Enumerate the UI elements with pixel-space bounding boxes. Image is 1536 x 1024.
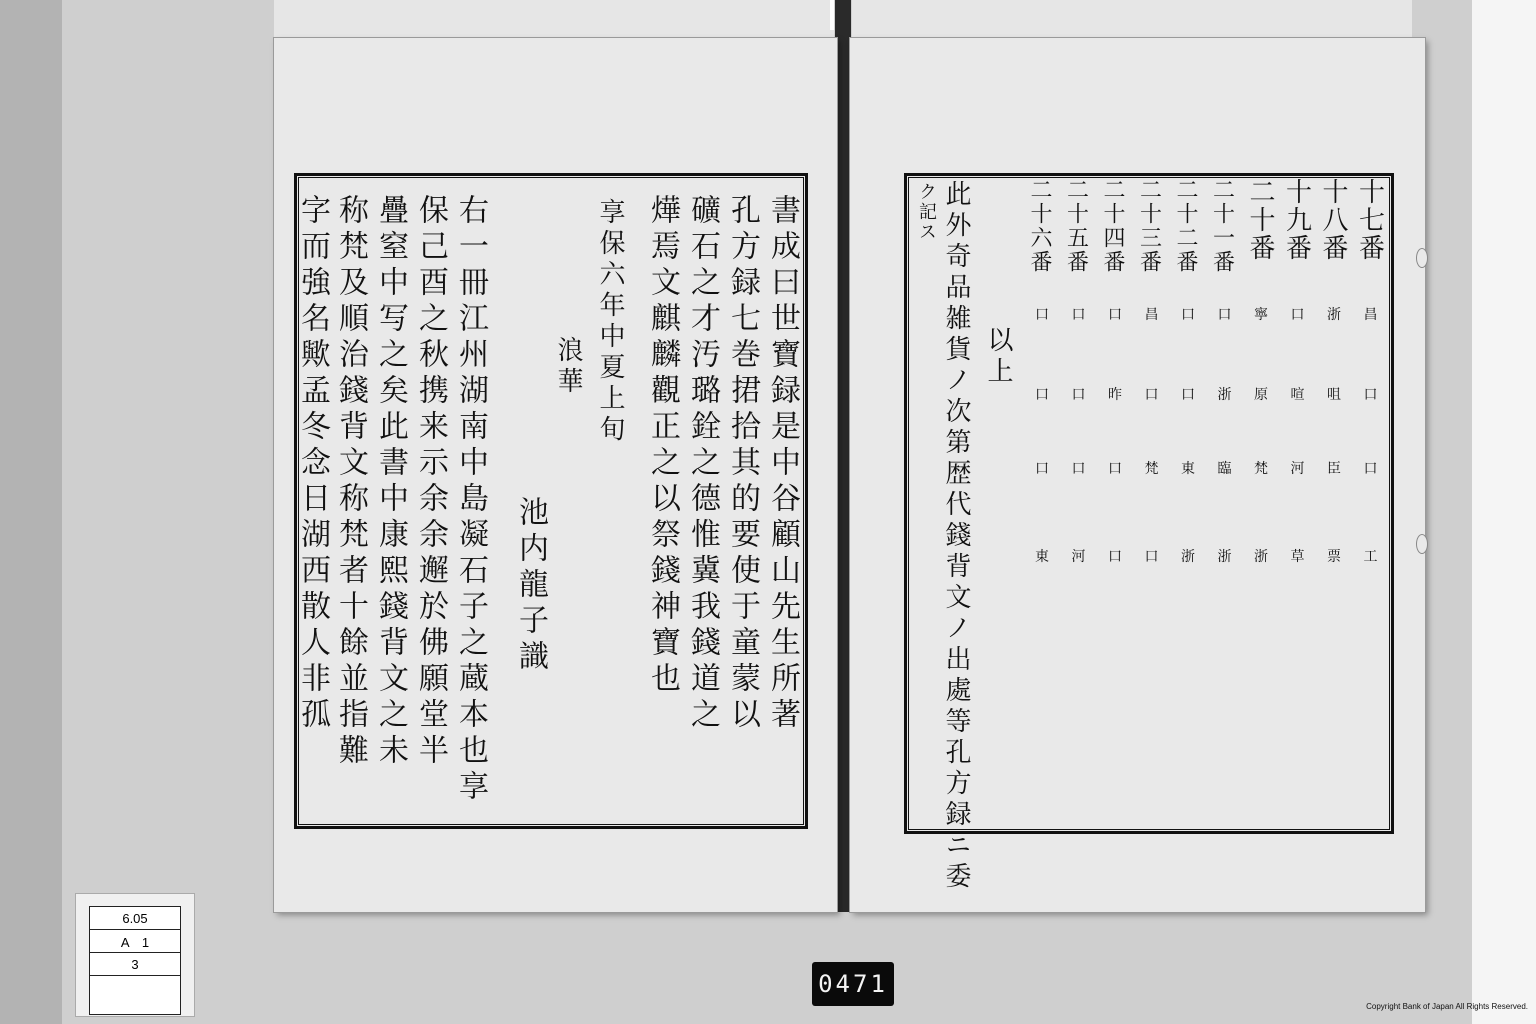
table-cell: 口 xyxy=(1144,549,1159,565)
table-cell: 口 xyxy=(1363,387,1378,403)
table-cell: 浙 xyxy=(1217,387,1232,403)
table-cell: 口 xyxy=(1071,307,1086,323)
entry-label: 二十六番 xyxy=(1027,178,1052,274)
table-cell: 口 xyxy=(1108,549,1122,565)
table-cell: 口 xyxy=(1108,461,1122,477)
catalog-line-1: 6.05 xyxy=(90,907,181,930)
catalog-line-empty xyxy=(90,976,181,1015)
text-column: 字而強名歟孟冬念日湖西散人非孤 xyxy=(295,194,330,734)
table-cell: 浙 xyxy=(1327,307,1341,323)
table-cell: 草 xyxy=(1290,549,1305,565)
entry-label: 二十一番 xyxy=(1209,178,1235,274)
entry-label: 二十二番 xyxy=(1173,178,1198,274)
frame-number-badge: 0471 xyxy=(812,962,894,1006)
text-column: 右一冊江州湖南中島凝石子之蔵本也享 xyxy=(453,194,488,806)
entry-label: 二十三番 xyxy=(1136,178,1162,274)
binding-hole xyxy=(1416,248,1428,268)
binding-hole xyxy=(1416,534,1428,554)
table-cell: 口 xyxy=(1217,307,1232,323)
entry-label: 十九番 xyxy=(1281,178,1312,262)
book-spine xyxy=(835,0,851,912)
entry-label: 二十四番 xyxy=(1100,178,1125,274)
table-cell: 寧 xyxy=(1254,307,1268,323)
text-column: 礦石之才汚璐銓之德惟冀我錢道之 xyxy=(685,194,720,734)
right-page-frame xyxy=(904,173,1394,893)
table-cell: 東 xyxy=(1035,549,1049,565)
table-cell: 東 xyxy=(1181,461,1195,477)
table-cell: 河 xyxy=(1290,461,1305,477)
table-cell: 浙 xyxy=(1181,549,1195,565)
table-cell: 昨 xyxy=(1108,387,1122,403)
text-column: 浪華 xyxy=(553,336,583,398)
text-column: 燁焉文麒麟觀正之以祭錢神寶也 xyxy=(645,194,680,698)
text-column: 保己酉之秋携来示余余邂於佛願堂半 xyxy=(413,194,448,770)
table-cell: 昌 xyxy=(1144,307,1159,323)
table-cell: 工 xyxy=(1363,549,1378,565)
table-cell: 河 xyxy=(1071,549,1086,565)
entry-label: 十八番 xyxy=(1318,178,1348,262)
table-cell: 口 xyxy=(1035,307,1049,323)
catalog-table xyxy=(89,906,181,1015)
right-page xyxy=(850,38,1425,912)
copyright-notice: Copyright Bank of Japan All Rights Reserved. xyxy=(1366,1002,1528,1011)
table-cell: 臣 xyxy=(1327,461,1341,477)
left-page xyxy=(274,38,837,912)
text-column: 孔方録七巻捃拾其的要使于童蒙以 xyxy=(725,194,760,734)
catalog-tag xyxy=(75,893,195,1017)
table-cell: 浙 xyxy=(1254,549,1268,565)
table-cell: 梵 xyxy=(1144,461,1159,477)
table-cell: 口 xyxy=(1290,307,1305,323)
table-cell: 口 xyxy=(1144,387,1159,403)
table-cell: 喧 xyxy=(1290,387,1305,403)
table-cell: 口 xyxy=(1363,461,1378,477)
scan-background-left xyxy=(0,0,62,1024)
catalog-line-3: 3 xyxy=(90,953,181,976)
note-column-2: ク記ス xyxy=(916,182,937,242)
note-column-1: 此外奇品雑貨ノ次第歴代錢背文ノ出處等孔方録ニ委 xyxy=(941,180,971,893)
text-column: 池内龍子識 xyxy=(513,496,548,676)
top-strip-left xyxy=(274,0,834,40)
number-table xyxy=(1019,176,1389,826)
text-column: 疊窒中写之矣此書中康熙錢背文之未 xyxy=(373,194,408,770)
scan-background-right xyxy=(1472,0,1536,1024)
text-column: 享保六年中夏上旬 xyxy=(595,198,625,446)
table-cell: 昌 xyxy=(1363,307,1378,323)
table-cell: 咀 xyxy=(1327,387,1341,403)
table-cell: 臨 xyxy=(1217,461,1232,477)
table-cell: 浙 xyxy=(1217,549,1232,565)
top-strip-right xyxy=(852,0,1412,40)
spine-highlight xyxy=(830,0,834,30)
table-cell: 口 xyxy=(1181,387,1195,403)
table-cell: 口 xyxy=(1035,461,1049,477)
text-column: 称梵及順治錢背文称梵者十餘並指難 xyxy=(333,194,368,770)
table-cell: 口 xyxy=(1108,307,1122,323)
entry-label: 十七番 xyxy=(1354,178,1385,262)
left-page-frame xyxy=(294,173,808,829)
entry-label: 二十五番 xyxy=(1063,178,1089,274)
table-cell: 票 xyxy=(1327,549,1341,565)
table-cell: 口 xyxy=(1181,307,1195,323)
entry-label: 二十番 xyxy=(1245,178,1275,262)
table-cell: 口 xyxy=(1071,387,1086,403)
ijo-label: 以上 xyxy=(983,326,1013,388)
catalog-line-2: A 1 xyxy=(90,930,181,953)
table-cell: 口 xyxy=(1071,461,1086,477)
text-column: 書成曰世寶録是中谷顧山先生所著 xyxy=(765,194,800,734)
table-cell: 口 xyxy=(1035,387,1049,403)
table-cell: 梵 xyxy=(1254,461,1268,477)
table-cell: 原 xyxy=(1254,387,1268,403)
